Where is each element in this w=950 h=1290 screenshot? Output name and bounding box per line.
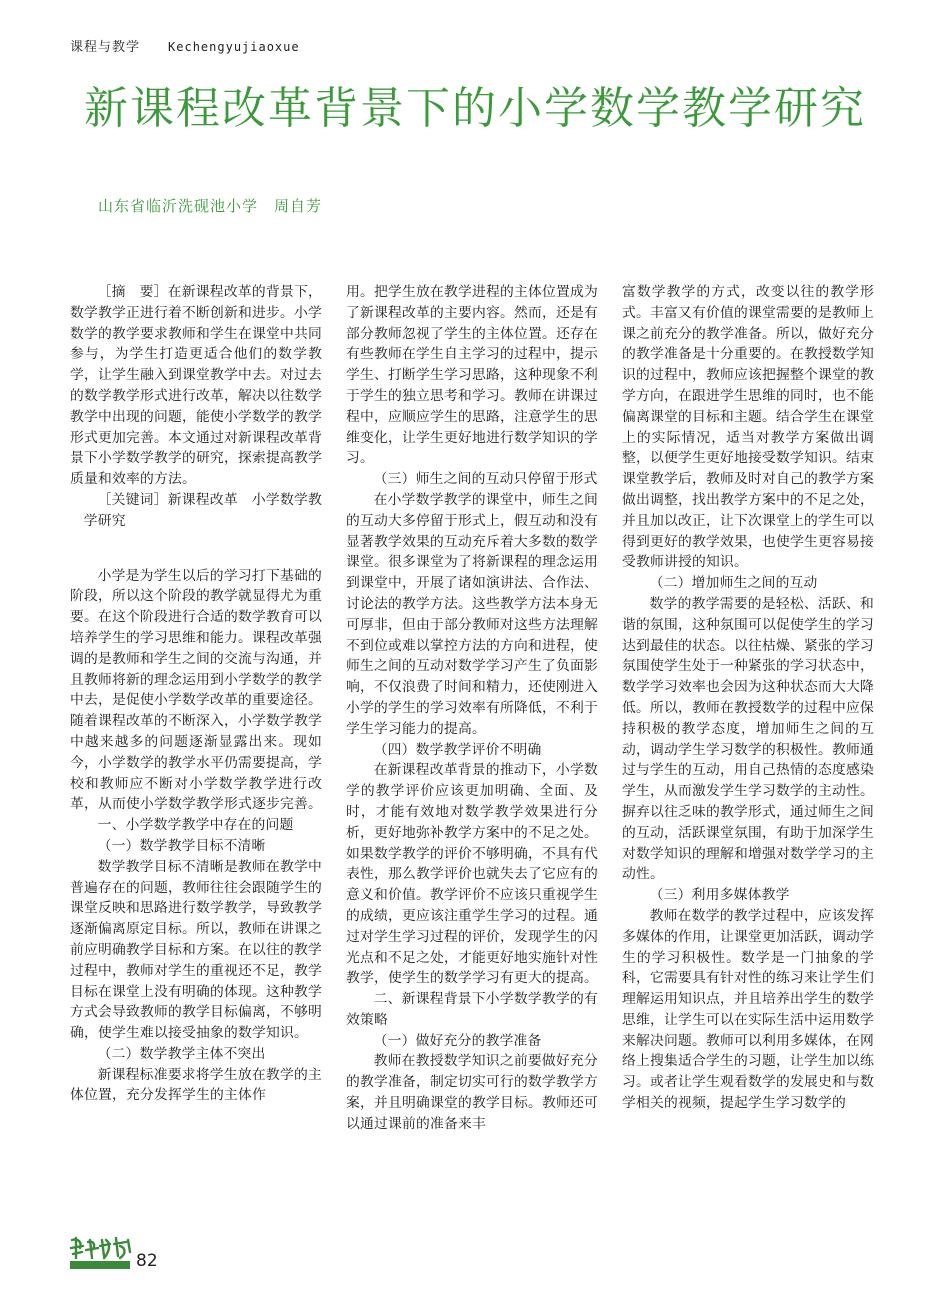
running-header — [70, 36, 300, 55]
paragraph-1-3: 在小学数学教学的课堂中，师生之间的互动大多停留于形式上，假互动和没有显著教学效果的互动充斥着大多数的数学课堂。很多课堂为了将新课程的理念运用到课堂中，开展了诸如演讲法、合作法、讨论法的教学方法。这些教学方法本身无可厚非，但由于部分教师对这些方法理解不到位或难以掌控方法的方向和进程，使师生之间的互动对数学学习产生了负面影响，不仅浪费了时间和精力，还使刚进入小学的学生的学习效率有所降低，不利于学生学习能力的提高。 — [346, 491, 598, 737]
paragraph-1-4: 在新课程改革背景的推动下，小学数学的教学评价应该更加明确、全面、及时，才能有效地对数学教学效果进行分析，更好地弥补教学方案中的不足之处。如果数学教学的评价不够明确，不具有代表性，那么教学评价也就失去了它应有的意义和价值。教学评价不应该只重视学生的成绩，更应该注重学生学习的过程。通过对学生学习过程的评价，发现学生的闪光点和不足之处，才能更好地实施针对性教学，使学生的数学学习有更大的提高。 — [346, 762, 598, 987]
column-1 — [70, 282, 322, 1106]
subsection-heading-1-2: （二）数学教学主体不突出 — [97, 1045, 266, 1062]
subsection-heading-1-3: （三）师生之间的互动只停留于形式 — [373, 471, 598, 488]
magazine-logo-icon — [68, 1234, 134, 1270]
intro-paragraph: 小学是为学生以后的学习打下基础的阶段，所以这个阶段的教学就显得尤为重要。在这个阶段进行合适的数学教育可以培养学生的学习思维和能力。课程改革强调的是教师和学生之间的交流与沟通，并且教师将新的理念运用到小学数学的教学中去，是促使小学数学改革的重要途径。随着课程改革的不断深入，小学数学教学中越来越多的问题逐渐显露出来。现如今，小学数学的教学水平仍需要提高，学校和教师应不断对小学数学教学进行改革，从而使小学数学教学形式逐步完善。 — [70, 567, 322, 813]
author-name: 周自芳 — [274, 197, 323, 215]
subsection-heading-2-3: （三）利用多媒体教学 — [649, 887, 790, 904]
section-label-cn: 课程与教学 — [70, 40, 141, 55]
paragraph-1-1: 数学教学目标不清晰是教师在教学中普遍存在的问题，教师往往会跟随学生的课堂反映和思路进行数学教学，导致教学逐渐偏离原定目标。所以，教师在讲课之前应明确教学目标和方案。在以往的教学过程中，教师对学生的重视还不足，教学目标在课堂上没有明确的体现。这种教学方式会导致教师的教学目标偏离，不够明确，使学生难以接受抽象的数学知识。 — [70, 858, 322, 1042]
section-label-en: Kechengyujiaoxue — [168, 40, 300, 54]
column-3 — [622, 282, 874, 1114]
section-heading-2: 二、新课程背景下小学数学教学的有效策略 — [346, 991, 598, 1028]
paragraph-2-1: 教师在教授数学知识之前要做好充分的教学准备，制定切实可行的数学教学方案，并且明确课堂的教学目标。教师还可以通过课前的准备来丰 — [346, 1053, 598, 1132]
author-line — [98, 195, 322, 216]
keywords: ［关键词］新课程改革 小学数学教学研究 — [83, 491, 322, 529]
section-heading-1: 一、小学数学教学中存在的问题 — [97, 817, 294, 834]
paragraph-2-1-cont: 富数学教学的方式，改变以往的教学形式。丰富又有价值的课堂需要的是教师上课之前充分的教学准备。所以，做好充分的教学准备是十分重要的。在教授数学知识的过程中，教师应该把握整个课堂的教学方向，在跟进学生思维的同时，也不能偏离课堂的目标和主题。结合学生在课堂上的实际情况，适当对教学方案做出调整，以便学生更好地接受数学知识。结束课堂教学后，教师及时对自己的教学方案做出调整，找出教学方案中的不足之处，并且加以改正，让下次课堂上的学生可以得到更好的教学效果，也使学生更容易接受教师讲授的知识。 — [622, 284, 874, 571]
paragraph-1-2-cont: 用。把学生放在教学进程的主体位置成为了新课程改革的主要内容。然而，还是有部分教师忽视了学生的主体位置。还存在有些教师在学生自主学习的过程中，提示学生、打断学生学习思路，这种现象不利于学生的独立思考和学习。教师在讲课过程中，应顺应学生的思路，注意学生的思维变化，让学生更好地进行数学知识的学习。 — [346, 284, 598, 467]
paragraph-2-3: 教师在数学的教学过程中，应该发挥多媒体的作用，让课堂更加活跃，调动学生的学习积极性。数学是一门抽象的学科，它需要具有针对性的练习来让学生们理解运用知识点，并且培养出学生的数学思维，让学生可以在实际生活中运用数学来解决问题。教师可以利用多媒体，在网络上搜集适合学生的习题，让学生加以练习。或者让学生观看数学的发展史和与数学相关的视频，提起学生学习数学的 — [622, 907, 874, 1112]
subsection-heading-2-2: （二）增加师生之间的互动 — [649, 575, 818, 592]
page-footer — [68, 1234, 158, 1270]
article-title: 新课程改革背景下的小学数学教学研究 — [84, 83, 866, 134]
column-2 — [346, 282, 598, 1135]
author-affiliation: 山东省临沂洗砚池小学 — [98, 197, 259, 215]
spacer — [70, 532, 322, 566]
subsection-heading-1-1: （一）数学教学目标不清晰 — [97, 837, 266, 854]
subsection-heading-2-1: （一）做好充分的教学准备 — [373, 1032, 542, 1049]
paragraph-2-2: 数学的教学需要的是轻松、活跃、和谐的氛围，这种氛围可以促使学生的学习达到最佳的状态。以往枯燥、紧张的学习氛围使学生处于一种紧张的学习状态中，数学学习效率也会因为这种状态而大大降低。所以，教师在教授数学的过程中应保持积极的教学态度，增加师生之间的互动，调动学生学习数学的积极性。教师通过与学生的互动，用自己热情的态度感染学生，从而激发学生学习数学的主动性。摒弃以往乏味的教学形式，通过师生之间的互动，活跃课堂氛围，有助于加深学生对数学知识的理解和增强对数学学习的主动性。 — [622, 595, 874, 883]
subsection-heading-1-4: （四）数学教学评价不明确 — [373, 741, 542, 758]
paragraph-1-2: 新课程标准要求将学生放在教学的主体位置，充分发挥学生的主体作 — [70, 1066, 322, 1104]
abstract: ［摘 要］在新课程改革的背景下，数学教学正进行着不断创新和进步。小学数学的教学要求教师和学生在课堂中共同参与，为学生打造更适合他们的数学教学，让学生融入到课堂教学中去。对过去的数学教学形式进行改革，解决以往数学教学中出现的问题，能使小学数学的教学形式更加完善。本文通过对新课程改革背景下小学数学教学的研究，探索提高教学质量和效率的方法。 — [70, 284, 322, 488]
page-number: 82 — [136, 1251, 158, 1271]
